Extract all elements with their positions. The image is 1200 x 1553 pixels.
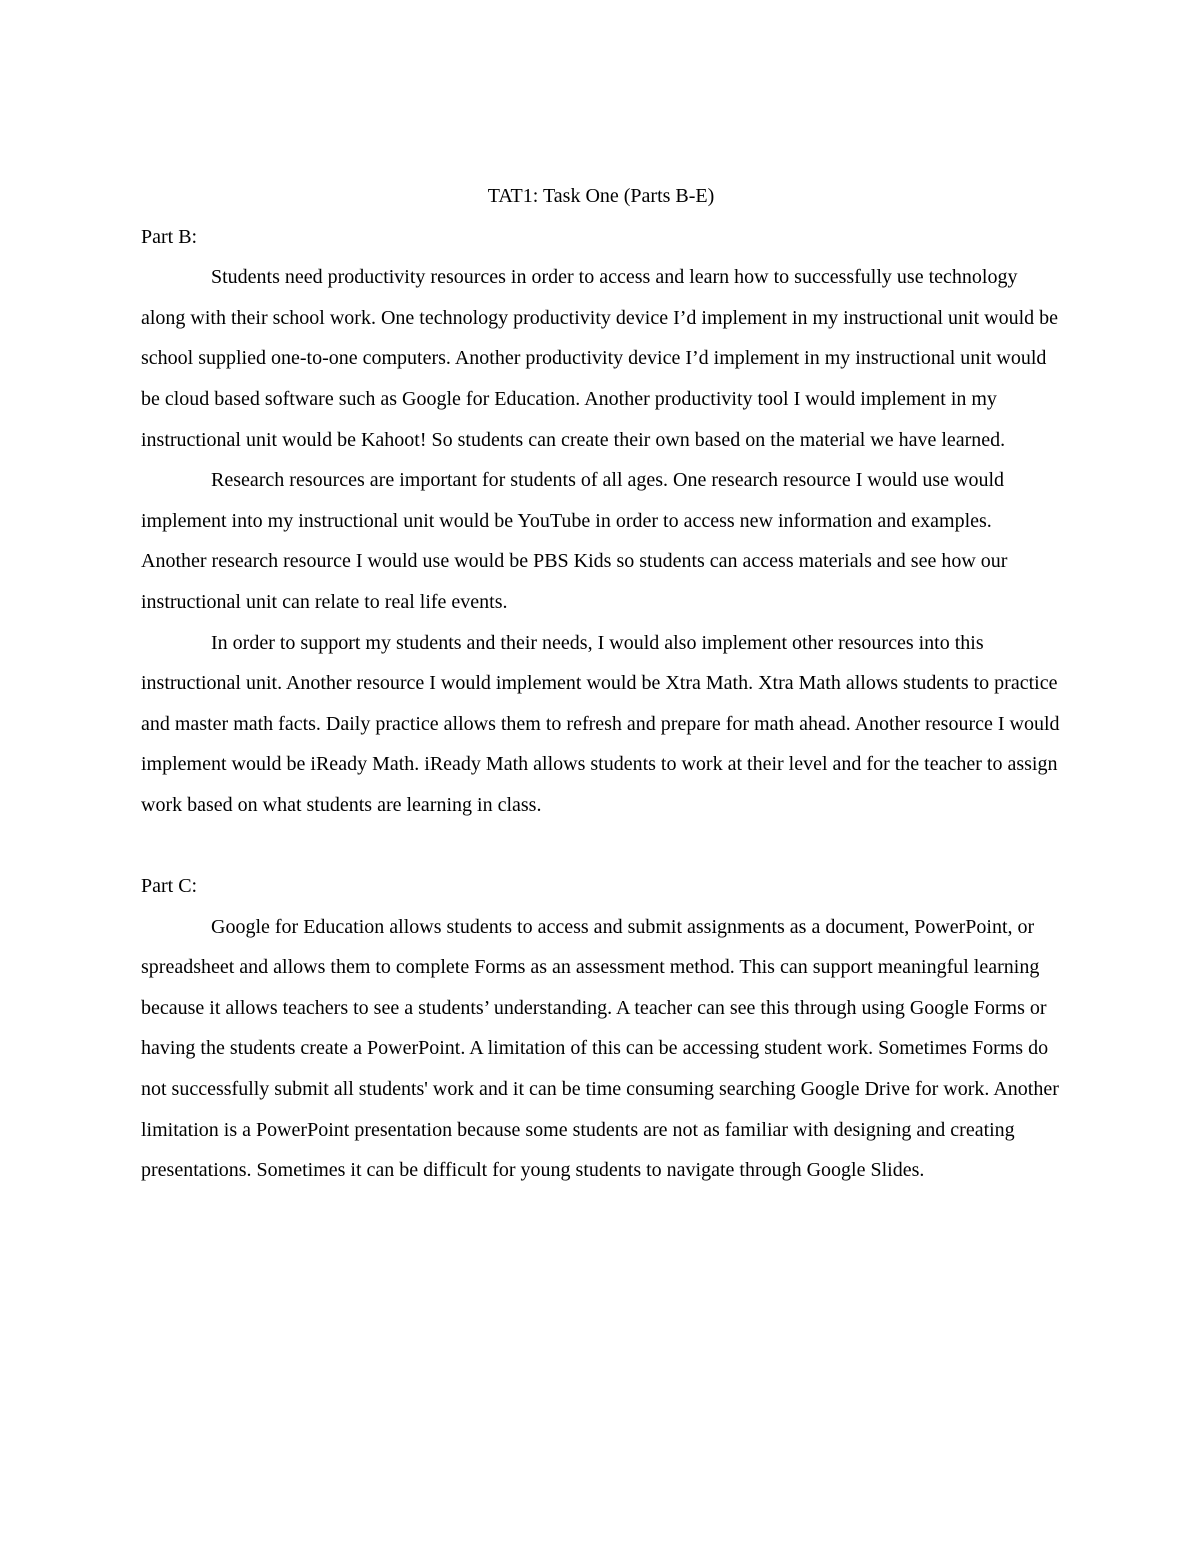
paragraph-research: Research resources are important for students of all ages. One research resource I would use would implement into my instructional unit would be YouTube in order to access new information and examples. Another research resource I would use would be PBS Kids so students can access materials and see how our instructional unit can relate to real life events. xyxy=(141,469,1008,613)
paragraph-support: In order to support my students and their needs, I would also implement other resources into this instructional unit. Another resource I would implement would be Xtra Math. Xtra Math allows students to practice and master math facts. Daily practice allows them to refresh and prepare for math ahead. Another resource I would implement would be iReady Math. iReady Math allows students to work at their level and for the teacher to assign work based on what students are learning in class. xyxy=(141,631,1060,816)
paragraph-productivity: Students need productivity resources in order to access and learn how to successfully use technology along with their school work. One technology productivity device I’d implement in my instructional unit would be school supplied one-to-one computers. Another productivity device I’d implement in my instructional unit would be cloud based software such as Google for Education. Another productivity tool I would implement in my instructional unit would be Kahoot! So students can create their own based on the material we have learned. xyxy=(141,266,1059,451)
section-spacer xyxy=(141,826,1061,867)
document-body xyxy=(141,176,1061,1191)
paragraph-google-education: Google for Education allows students to access and submit assignments as a document, PowerPoint, or spreadsheet and allows them to complete Forms as an assessment method. This can support meaningful learning because it allows teachers to see a students’ understanding. A teacher can see this through using Google Forms or having the students create a PowerPoint. A limitation of this can be accessing student work. Sometimes Forms do not successfully submit all students' work and it can be time consuming searching Google Drive for work. Another limitation is a PowerPoint presentation because some students are not as familiar with designing and creating presentations. Sometimes it can be difficult for young students to navigate through Google Slides. xyxy=(141,915,1059,1182)
section-part-c xyxy=(141,866,1061,1191)
section-part-b xyxy=(141,217,1061,826)
section-heading: Part C: xyxy=(141,875,198,898)
section-heading: Part B: xyxy=(141,225,198,248)
document-title: TAT1: Task One (Parts B-E) xyxy=(487,185,715,207)
